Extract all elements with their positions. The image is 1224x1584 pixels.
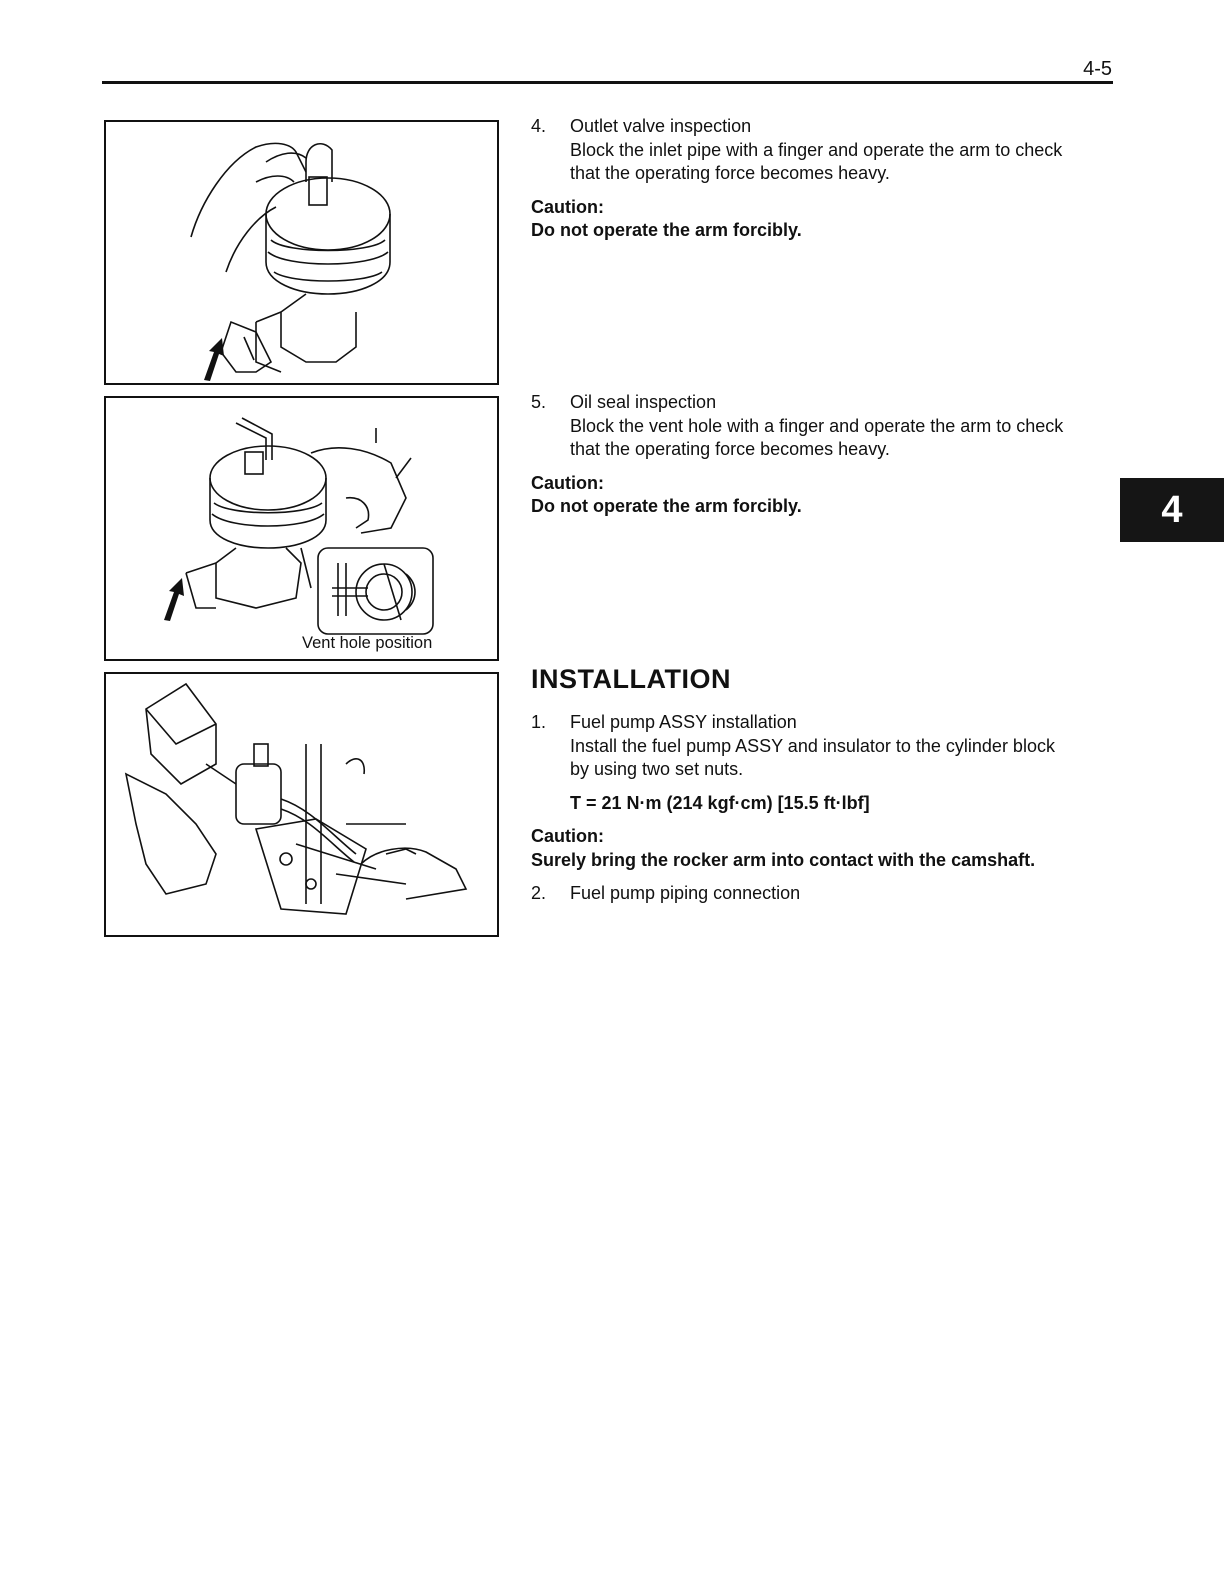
caution-label: Caution: [531,826,604,846]
caution-label: Caution: [531,196,604,217]
caution-text: Do not operate the arm forcibly. [531,496,802,516]
step-number: 4. [531,116,547,136]
header-rule [102,81,1113,84]
fuel-pump-outlet-illustration [106,122,497,383]
installation-heading: INSTALLATION [531,664,731,694]
step-title: Fuel pump ASSY installation [570,712,797,732]
step-body-line: that the operating force becomes heavy. [570,439,890,459]
caution-label: Caution: [531,472,604,493]
fuel-pump-vent-hole-illustration [106,398,497,659]
step-body [531,735,1121,782]
step-body-line: by using two set nuts. [570,759,744,779]
step-number: 5. [531,392,547,412]
step-oil-seal-inspection [531,391,1121,519]
step-body [531,139,1121,186]
step-outlet-valve-inspection [531,115,1121,243]
step-title: Outlet valve inspection [570,116,752,136]
caution-text: Surely bring the rocker arm into contact with the camshaft. [531,849,1036,870]
figure-oil-seal-inspection [104,396,499,661]
step-number: 2. [531,883,547,903]
step-body-line: that the operating force becomes heavy. [570,163,890,183]
caution-text: Do not operate the arm forcibly. [531,220,802,240]
page-number: 4-5 [1083,58,1112,80]
step-body-line: Install the fuel pump ASSY and insulator to the cylinder block [570,735,1055,756]
step-title: Oil seal inspection [570,392,717,412]
figure-outlet-valve-inspection [104,120,499,385]
step-title: Fuel pump piping connection [570,883,801,903]
vent-hole-position-caption: Vent hole position [302,634,433,652]
figure-fuel-pump-installation [104,672,499,937]
step-number: 1. [531,712,547,732]
fuel-pump-installation-illustration [106,674,497,935]
step-fuel-pump-piping [531,882,1121,906]
torque-spec: T = 21 N·m (214 kgf·cm) [15.5 ft·lbf] [570,792,870,813]
step-body [531,415,1121,462]
step-fuel-pump-installation [531,711,1121,906]
step-body-line: Block the inlet pipe with a finger and operate the arm to check [570,139,1063,160]
chapter-tab: 4 [1120,478,1224,542]
step-body-line: Block the vent hole with a finger and operate the arm to check [570,415,1064,436]
